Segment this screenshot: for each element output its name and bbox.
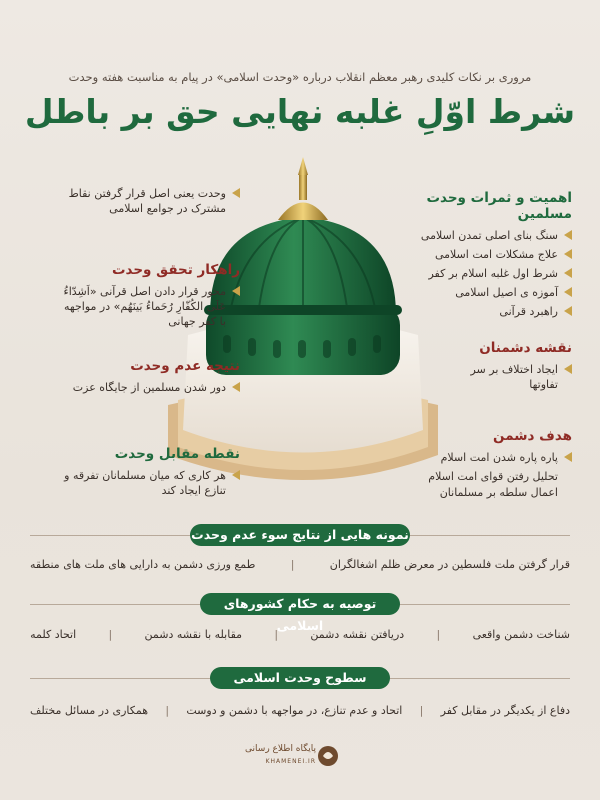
heading-strategy: راهکار تحقق وحدت bbox=[111, 262, 240, 278]
row-examples bbox=[30, 558, 570, 571]
subtitle: مروری بر نکات کلیدی رهبر معظم انقلاب درباره «وحدت اسلامی» در پیام به مناسبت هفته وحدت bbox=[68, 70, 532, 84]
heading-importance: اهمیت و ثمرات وحدت مسلمین bbox=[426, 190, 572, 222]
separator: | bbox=[165, 704, 170, 717]
heading-opposite: نقطه مقابل وحدت bbox=[114, 446, 240, 462]
separator: | bbox=[274, 628, 279, 641]
list-item: دور شدن مسلمین از جایگاه عزت bbox=[60, 380, 240, 395]
examples-item: طمع ورزی دشمن به دارایی های ملت های منطقه bbox=[30, 558, 256, 571]
row-levels bbox=[30, 704, 570, 717]
advice-item: مقابله با نقشه دشمن bbox=[144, 628, 243, 641]
bullet-icon bbox=[232, 286, 240, 296]
section-opposite bbox=[60, 446, 240, 502]
list-item: هر کاری که میان مسلمانان تفرقه و تنازع ایجاد کند bbox=[60, 468, 240, 498]
band-levels: سطوح وحدت اسلامی bbox=[210, 667, 390, 689]
bullet-icon bbox=[232, 382, 240, 392]
advice-item: اتحاد کلمه bbox=[30, 628, 77, 641]
section-strategy bbox=[60, 262, 240, 333]
section-enemy-plan bbox=[442, 340, 572, 396]
bullet-icon bbox=[564, 268, 572, 278]
list-item: راهبرد قرآنی bbox=[372, 304, 572, 319]
list-item: اعمال سلطه بر مسلمانان bbox=[439, 486, 558, 499]
levels-item: اتحاد و عدم تنازع، در مواجهه با دشمن و دوست bbox=[186, 704, 403, 717]
band-examples: نمونه هایی از نتایج سوء عدم وحدت bbox=[190, 524, 410, 546]
advice-item: دریافتن نقشه دشمن bbox=[310, 628, 405, 641]
logo-sub: KHAMENEI.IR bbox=[265, 758, 316, 765]
levels-item: دفاع از یکدیگر در مقابل کفر bbox=[440, 704, 570, 717]
separator: | bbox=[419, 704, 424, 717]
list-item: تحلیل رفتن قوای امت اسلام bbox=[428, 470, 558, 483]
section-enemy-goal bbox=[402, 428, 572, 501]
row-advice bbox=[30, 628, 570, 641]
list-item: محور قرار دادن اصل قرآنی «اَشِدّاءُ عَلَی الکُفّارِ رُحَماءُ بَینَهُم» در مواجهه با کفر جهانی bbox=[60, 284, 240, 329]
list-item: ایجاد اختلاف بر سر تفاوتها bbox=[442, 362, 572, 392]
bullet-icon bbox=[564, 306, 572, 316]
separator: | bbox=[108, 628, 113, 641]
separator: | bbox=[436, 628, 441, 641]
bullet-icon bbox=[564, 287, 572, 297]
bullet-icon bbox=[564, 230, 572, 240]
list-item: شرط اول غلبه اسلام بر کفر bbox=[372, 266, 572, 281]
khamenei-logo bbox=[245, 738, 342, 778]
bullet-icon bbox=[564, 452, 572, 462]
bullet-icon bbox=[232, 188, 240, 198]
band-advice: توصیه به حکام کشورهای اسلامی bbox=[200, 593, 400, 615]
heading-enemy-goal: هدف دشمن bbox=[493, 428, 572, 444]
section-result bbox=[60, 358, 240, 399]
list-item: سنگ بنای اصلی تمدن اسلامی bbox=[372, 228, 572, 243]
list-item: وحدت یعنی اصل قرار گرفتن نقاط مشترک در جوامع اسلامی bbox=[60, 186, 240, 216]
list-item: آموزه ی اصیل اسلامی bbox=[372, 285, 572, 300]
advice-item: شناخت دشمن واقعی bbox=[472, 628, 570, 641]
heading-enemy-plan: نقشه دشمنان bbox=[479, 340, 572, 356]
list-item: علاج مشکلات امت اسلامی bbox=[372, 247, 572, 262]
bullet-icon bbox=[564, 364, 572, 374]
bullet-icon bbox=[564, 249, 572, 259]
bullet-icon bbox=[232, 470, 240, 480]
examples-item: قرار گرفتن ملت فلسطین در معرض ظلم اشغالگران bbox=[329, 558, 570, 571]
levels-item: همکاری در مسائل مختلف bbox=[30, 704, 149, 717]
section-unity-definition bbox=[60, 186, 240, 220]
list-item: پاره پاره شدن امت اسلام bbox=[402, 450, 572, 465]
heading-result: نتیجه عدم وحدت bbox=[130, 358, 240, 374]
logo-text: پایگاه اطلاع رسانی bbox=[245, 744, 316, 754]
separator: | bbox=[290, 558, 295, 571]
page-title: شرط اوّلِ غلبه نهایی حق بر باطل bbox=[24, 92, 576, 131]
section-importance bbox=[372, 190, 572, 323]
